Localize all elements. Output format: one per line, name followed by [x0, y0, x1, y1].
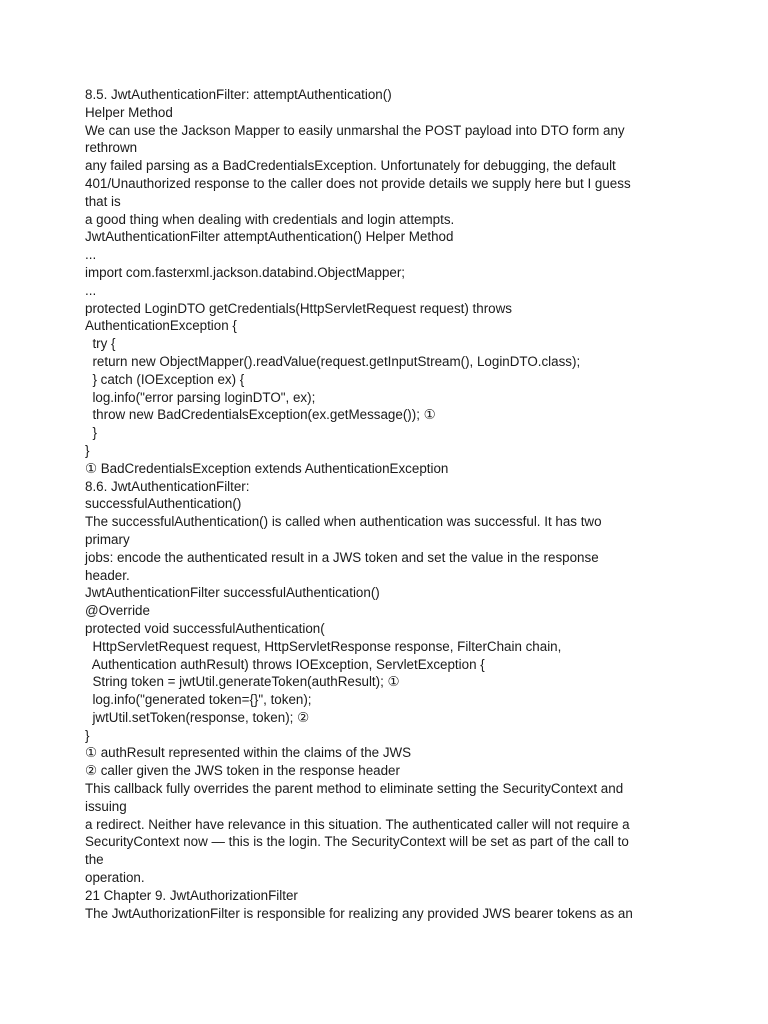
text-line: } — [85, 442, 90, 458]
text-line: that is — [85, 193, 121, 209]
text-line: The JwtAuthorizationFilter is responsible for realizing any provided JWS bearer tokens as an — [85, 905, 633, 921]
text-line: ... — [85, 247, 97, 263]
text-line: rethrown — [85, 140, 138, 156]
text-line: ... — [85, 282, 97, 298]
text-line: AuthenticationException { — [85, 318, 237, 334]
text-line: the — [85, 852, 104, 868]
text-line: 401/Unauthorized response to the caller does not provide details we supply here but I guess — [85, 175, 631, 191]
text-line: protected LoginDTO getCredentials(HttpServletRequest request) throws — [85, 300, 512, 316]
text-line: operation. — [85, 870, 145, 886]
text-line: 8.5. JwtAuthenticationFilter: attemptAuthentication() — [85, 87, 392, 102]
text-line: primary — [85, 531, 130, 547]
text-line: JwtAuthenticationFilter successfulAuthentication() — [85, 585, 380, 601]
text-line: header. — [85, 567, 130, 583]
text-line: a good thing when dealing with credentials and login attempts. — [85, 211, 455, 227]
text-line: } — [85, 727, 90, 743]
text-line: The successfulAuthentication() is called when authentication was successful. It has two — [85, 514, 602, 530]
text-line: log.info("error parsing loginDTO", ex); — [85, 389, 316, 405]
text-line: We can use the Jackson Mapper to easily unmarshal the POST payload into DTO form any — [85, 122, 625, 138]
text-line: import com.fasterxml.jackson.databind.ObjectMapper; — [85, 264, 406, 280]
text-line: protected void successfulAuthentication( — [85, 620, 325, 636]
text-line: This callback fully overrides the parent method to eliminate setting the SecurityContext and — [85, 781, 624, 797]
document-body — [85, 86, 725, 922]
text-line: 8.6. JwtAuthenticationFilter: — [85, 478, 250, 494]
text-line: any failed parsing as a BadCredentialsException. Unfortunately for debugging, the default — [85, 158, 616, 174]
text-line: jobs: encode the authenticated result in a JWS token and set the value in the response — [85, 549, 599, 565]
text-line: SecurityContext now — this is the login. The SecurityContext will be set as part of the call to — [85, 834, 629, 850]
text-line: log.info("generated token={}", token); — [85, 692, 312, 708]
text-line: try { — [85, 336, 116, 352]
text-line: String token = jwtUtil.generateToken(authResult); ① — [85, 674, 400, 690]
text-line: @Override — [85, 603, 150, 619]
text-line: issuing — [85, 798, 127, 814]
text-line: } — [85, 425, 97, 441]
text-line: return new ObjectMapper().readValue(request.getInputStream(), LoginDTO.class); — [85, 353, 581, 369]
text-line: ② caller given the JWS token in the response header — [85, 763, 400, 779]
text-line: successfulAuthentication() — [85, 496, 242, 512]
text-line: HttpServletRequest request, HttpServletResponse response, FilterChain chain, — [85, 638, 562, 654]
text-line: jwtUtil.setToken(response, token); ② — [85, 709, 310, 725]
text-line: JwtAuthenticationFilter attemptAuthentication() Helper Method — [85, 229, 454, 245]
text-line: ① authResult represented within the claims of the JWS — [85, 745, 412, 761]
text-line: Authentication authResult) throws IOException, ServletException { — [85, 656, 485, 672]
text-line: } catch (IOException ex) { — [85, 371, 245, 387]
text-line: 21 Chapter 9. JwtAuthorizationFilter — [85, 887, 298, 903]
text-line: Helper Method — [85, 104, 173, 120]
text-line: ① BadCredentialsException extends AuthenticationException — [85, 460, 449, 476]
text-line: throw new BadCredentialsException(ex.getMessage()); ① — [85, 407, 436, 423]
text-line: a redirect. Neither have relevance in this situation. The authenticated caller will not require a — [85, 816, 630, 832]
